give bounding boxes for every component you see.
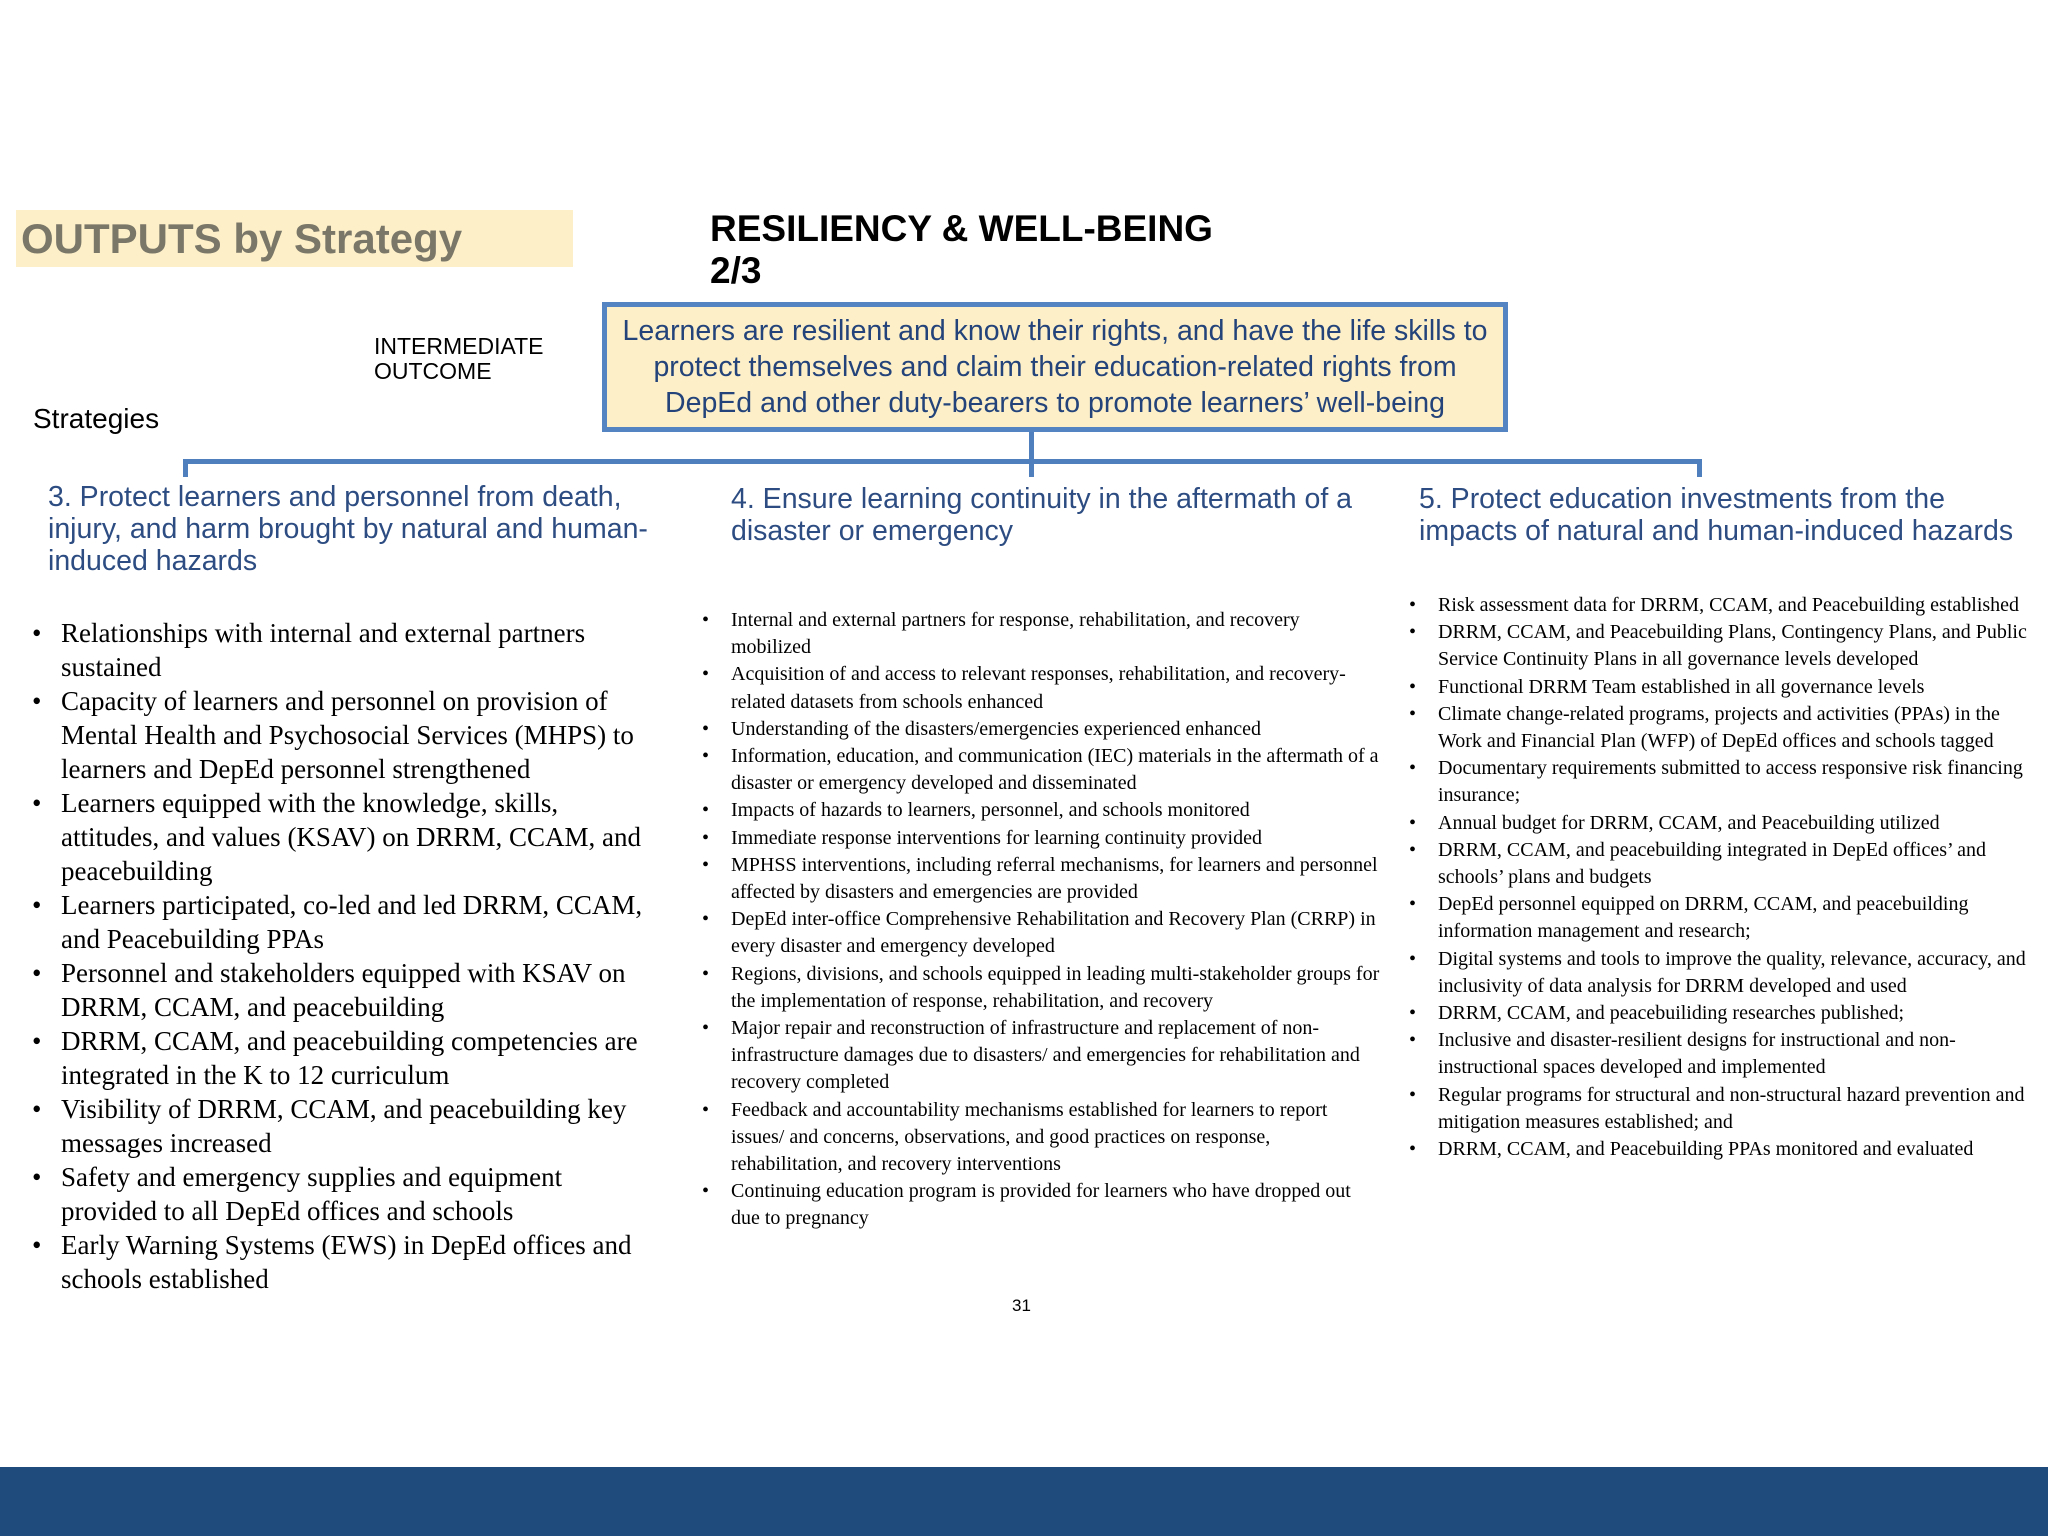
list-item-text: Early Warning Systems (EWS) in DepEd offices and schools established: [61, 1230, 632, 1294]
list-item-text: Capacity of learners and personnel on provision of Mental Health and Psychosocial Services (MHPS) to learners and DepEd personnel strengthened: [61, 686, 634, 784]
list-item-text: Safety and emergency supplies and equipment provided to all DepEd offices and schools: [61, 1162, 563, 1226]
list-item: [1409, 1082, 2029, 1136]
list-item-text: DepEd inter-office Comprehensive Rehabilitation and Recovery Plan (CRRP) in every disaster and emergency developed: [731, 908, 1376, 958]
bullet-icon: •: [1409, 702, 1417, 725]
bullet-icon: •: [1409, 675, 1417, 698]
bullet-icon: •: [32, 618, 42, 648]
list-item-text: Understanding of the disasters/emergencies experienced enhanced: [731, 717, 1261, 740]
strategy-5-output-list: [1409, 592, 2029, 1163]
list-item-text: Learners participated, co-led and led DRRM, CCAM, and Peacebuilding PPAs: [61, 890, 643, 954]
list-item: [1409, 891, 2029, 945]
connector-drop-strategy-5: [1697, 459, 1702, 477]
list-item: [702, 661, 1382, 715]
bullet-icon: •: [1409, 1002, 1417, 1025]
list-item: [702, 961, 1382, 1015]
bullet-icon: •: [1409, 621, 1417, 644]
list-item-text: Personnel and stakeholders equipped with KSAV on DRRM, CCAM, and peacebuilding: [61, 958, 626, 1022]
list-item: [32, 956, 652, 1024]
list-item: [1409, 619, 2029, 673]
list-item: [1409, 1000, 2029, 1027]
bullet-icon: •: [32, 1162, 42, 1192]
bullet-icon: •: [1409, 1083, 1417, 1106]
page-title: [710, 208, 1213, 292]
bullet-icon: •: [702, 1098, 710, 1121]
connector-drop-strategy-4: [1029, 459, 1034, 477]
bullet-icon: •: [1409, 893, 1417, 916]
list-item-text: Acquisition of and access to relevant responses, rehabilitation, and recovery-related datasets from schools enhanced: [731, 663, 1346, 713]
bullet-icon: •: [702, 853, 710, 876]
list-item: [32, 1228, 652, 1296]
list-item: [702, 1178, 1382, 1232]
connector-horizontal-bar: [183, 459, 1702, 464]
list-item-text: Major repair and reconstruction of infrastructure and replacement of non-infrastructure damages due to disasters/ and emergencies for rehabilitation and recovery completed: [731, 1017, 1360, 1094]
list-item-text: DRRM, CCAM, and Peacebuilding Plans, Contingency Plans, and Public Service Continuity Plans in all governance levels developed: [1438, 621, 2027, 671]
list-item: [32, 616, 652, 684]
bullet-icon: •: [1409, 838, 1417, 861]
list-item: [1409, 1136, 2029, 1163]
page-number: 31: [1012, 1296, 1031, 1315]
outputs-by-strategy-label: OUTPUTS by Strategy: [16, 210, 573, 267]
bullet-icon: •: [702, 962, 710, 985]
list-item-text: DRRM, CCAM, and peacebuilding integrated in DepEd offices’ and schools’ plans and budgets: [1438, 838, 1987, 889]
bullet-icon: •: [702, 745, 710, 768]
list-item: [702, 825, 1382, 852]
list-item-text: DepEd personnel equipped on DRRM, CCAM, and peacebuilding information management and research;: [1438, 893, 1969, 943]
bullet-icon: •: [702, 717, 710, 740]
strategies-label: Strategies: [33, 403, 160, 434]
bullet-icon: •: [1409, 1138, 1417, 1161]
bullet-icon: •: [702, 799, 710, 822]
list-item-text: Immediate response interventions for learning continuity provided: [731, 826, 1262, 849]
list-item-text: DRRM, CCAM, and peacebuiliding researches published;: [1438, 1002, 1905, 1025]
bullet-icon: •: [32, 788, 42, 818]
list-item: [1409, 674, 2029, 701]
bullet-icon: •: [702, 1180, 710, 1203]
list-item: [32, 888, 652, 956]
bullet-icon: •: [1409, 594, 1417, 616]
list-item-text: DRRM, CCAM, and peacebuilding competencies are integrated in the K to 12 curriculum: [61, 1026, 638, 1090]
list-item: [702, 743, 1382, 797]
strategy-5-heading: 5. Protect education investments from the impacts of natural and human-induced hazards: [1419, 483, 2014, 547]
bullet-icon: •: [702, 663, 710, 686]
list-item-text: DRRM, CCAM, and Peacebuilding PPAs monitored and evaluated: [1438, 1138, 1974, 1161]
list-item: [1409, 755, 2029, 809]
list-item: [1409, 701, 2029, 755]
list-item-text: Impacts of hazards to learners, personnel, and schools monitored: [731, 799, 1250, 822]
list-item: [702, 716, 1382, 743]
list-item-text: Continuing education program is provided for learners who have dropped out due to pregnancy: [731, 1180, 1351, 1230]
list-item-text: Regions, divisions, and schools equipped in leading multi-stakeholder groups for the implementation of response, rehabilitation, and recovery: [731, 962, 1380, 1012]
bullet-icon: •: [32, 686, 42, 716]
list-item-text: MPHSS interventions, including referral mechanisms, for learners and personnel affected by disasters and emergencies are provided: [731, 853, 1378, 904]
list-item-text: Feedback and accountability mechanisms established for learners to report issues/ and concerns, observations, and good practices on response, rehabilitation, and recovery interventions: [731, 1098, 1328, 1176]
page-title-line2: 2/3: [710, 250, 762, 291]
bullet-icon: •: [702, 1017, 710, 1040]
list-item-text: Inclusive and disaster-resilient designs for instructional and non-instructional spaces developed and implemented: [1438, 1029, 1956, 1079]
connector-drop-strategy-3: [183, 459, 188, 477]
bullet-icon: •: [1409, 811, 1417, 834]
bullet-icon: •: [1409, 757, 1417, 780]
list-item-text: Learners equipped with the knowledge, skills, attitudes, and values (KSAV) on DRRM, CCAM, and peacebuilding: [61, 788, 641, 886]
strategy-3-heading: 3. Protect learners and personnel from death, injury, and harm brought by natural and human-induced hazards: [48, 481, 648, 577]
list-item: [1409, 810, 2029, 837]
list-item: [32, 1024, 652, 1092]
list-item-text: Climate change-related programs, projects and activities (PPAs) in the Work and Financial Plan (WFP) of DepEd offices and schools tagged: [1438, 702, 2000, 753]
list-item-text: Internal and external partners for response, rehabilitation, and recovery mobilized: [731, 609, 1300, 659]
bullet-icon: •: [32, 1026, 42, 1056]
list-item-text: Documentary requirements submitted to access responsive risk financing insurance;: [1438, 757, 2023, 807]
list-item: [32, 1160, 652, 1228]
list-item-text: Functional DRRM Team established in all governance levels: [1438, 675, 1925, 698]
strategy-4-output-list: [702, 607, 1382, 1233]
list-item: [1409, 1027, 2029, 1081]
bullet-icon: •: [1409, 1029, 1417, 1052]
bullet-icon: •: [32, 1094, 42, 1124]
strategy-3-output-list: [32, 616, 652, 1296]
list-item: [1409, 837, 2029, 891]
list-item-text: Visibility of DRRM, CCAM, and peacebuilding key messages increased: [61, 1094, 627, 1158]
list-item: [1409, 592, 2029, 619]
strategy-4-heading: 4. Ensure learning continuity in the aftermath of a disaster or emergency: [731, 483, 1353, 547]
list-item: [1409, 946, 2029, 1000]
list-item: [32, 1092, 652, 1160]
bullet-icon: •: [32, 958, 42, 988]
bullet-icon: •: [702, 826, 710, 849]
intermediate-outcome-label-line1: INTERMEDIATE: [374, 333, 544, 359]
list-item: [702, 607, 1382, 661]
list-item-text: Information, education, and communication (IEC) materials in the aftermath of a disaster or emergency developed and disseminated: [731, 745, 1379, 795]
intermediate-outcome-label-line2: OUTCOME: [374, 358, 492, 384]
list-item-text: Relationships with internal and external partners sustained: [61, 618, 586, 682]
list-item-text: Risk assessment data for DRRM, CCAM, and Peacebuilding established: [1438, 594, 2020, 616]
intermediate-outcome-text: Learners are resilient and know their rights, and have the life skills to protect themselves and claim their education-related rights from DepEd and other duty-bearers to promote learners’ well-being: [622, 315, 1488, 419]
list-item: [32, 684, 652, 786]
list-item: [702, 1097, 1382, 1179]
page-title-line1: RESILIENCY & WELL-BEING: [710, 208, 1213, 249]
list-item-text: Regular programs for structural and non-structural hazard prevention and mitigation measures established; and: [1438, 1083, 2025, 1133]
list-item: [702, 797, 1382, 824]
bullet-icon: •: [32, 890, 42, 920]
list-item: [702, 1015, 1382, 1097]
intermediate-outcome-label: [374, 334, 544, 384]
intermediate-outcome-box: [602, 302, 1508, 432]
list-item-text: Annual budget for DRRM, CCAM, and Peacebuilding utilized: [1438, 811, 1940, 834]
list-item: [32, 786, 652, 888]
bullet-icon: •: [1409, 947, 1417, 970]
footer-bar: [0, 1467, 2048, 1536]
list-item-text: Digital systems and tools to improve the quality, relevance, accuracy, and inclusivity of data analysis for DRRM developed and used: [1438, 947, 2026, 997]
bullet-icon: •: [702, 609, 710, 631]
list-item: [702, 906, 1382, 960]
bullet-icon: •: [702, 908, 710, 931]
bullet-icon: •: [32, 1230, 42, 1260]
list-item: [702, 852, 1382, 906]
